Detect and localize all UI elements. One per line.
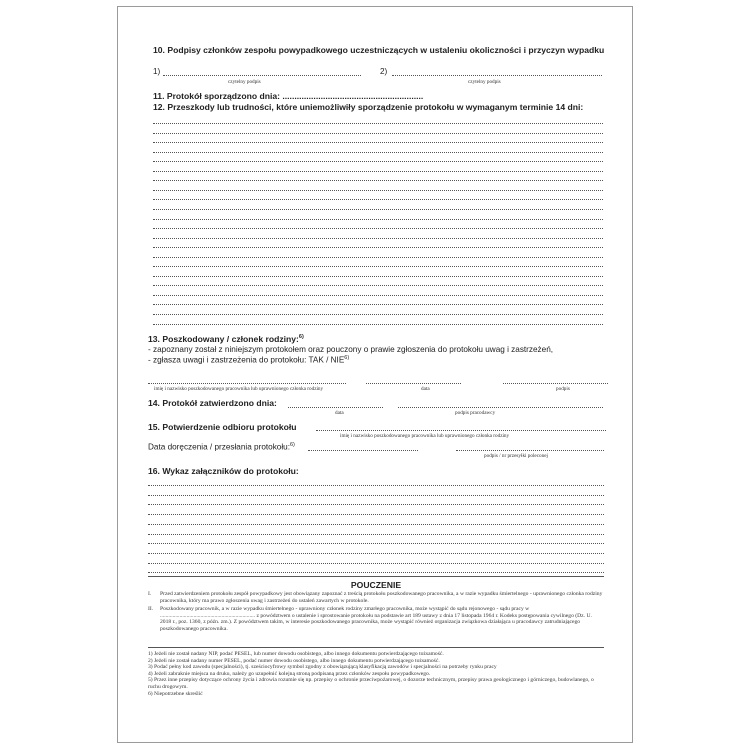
section-12-writing-line[interactable] (153, 180, 603, 181)
section-12-writing-line[interactable] (153, 142, 603, 143)
section-12-writing-line[interactable] (153, 247, 603, 248)
section-13-date-line[interactable] (366, 383, 461, 384)
form-page (117, 6, 633, 743)
section-16-writing-line[interactable] (148, 553, 604, 554)
footnotes-rule (148, 647, 604, 648)
section-15-sign-caption: podpis / nr przesyłki poleconej (484, 453, 548, 459)
footnote-4: 4) Jeżeli zabraknie miejsca na druku, należy go uzupełnić kolejną stroną podpisaną przez członków zespołu powypadkowego. (148, 670, 431, 677)
pouczenie-item-1 (148, 591, 604, 604)
section-12-writing-line[interactable] (153, 190, 603, 191)
section-12-writing-line[interactable] (153, 228, 603, 229)
section-13-line-1: - zapoznany został z niniejszym protokołem oraz pouczony o prawie zgłoszenia do protokołu uwag i zastrzeżeń, (148, 345, 554, 354)
section-14-date-caption: data (335, 410, 344, 416)
section-16-writing-line[interactable] (148, 495, 604, 496)
section-12-writing-line[interactable] (153, 266, 603, 267)
section-16-writing-line[interactable] (148, 543, 604, 544)
section-12-writing-line[interactable] (153, 133, 603, 134)
section-16-writing-line[interactable] (148, 485, 604, 486)
section-14-sign-caption: podpis pracodawcy (455, 410, 496, 416)
section-14-sign-line[interactable] (398, 407, 603, 408)
section-16-writing-line[interactable] (148, 524, 604, 525)
section-15-date-label: Data doręczenia / przesłania protokołu:$^{6)}$ (148, 442, 295, 452)
pouczenie-item-2-text: Poszkodowany pracownik, a w razie wypadku śmiertelnego - uprawniony członek rodziny zmarłego pracownika, może wystąpić do sądu rejonowego - sądu pracy w .................................................................... z powództwem o ustalenie i sprostowanie protokołu na podstawie art 189 ustawy z dnia 17 listopada 1964 r. Kodeks postępowania cywilnego (Dz. U. 2018 r., poz. 1360, z późn. zm.). Z powództwem takim, w interesie poszkodowanego pracownika, może wystąpić również organizacja związkowa działająca u pracodawcy zatrudniającego poszkodowanego pracownika. (160, 606, 592, 632)
signature-2-number: 2) (380, 67, 388, 76)
section-15-name-caption: imię i nazwisko poszkodowanego pracownika lub uprawnionego członka rodziny (340, 433, 510, 439)
section-12-writing-line[interactable] (153, 238, 603, 239)
section-12-writing-line[interactable] (153, 199, 603, 200)
footnote-2: 2) Jeżeli nie został nadany numer PESEL, podać numer dowodu osobistego, albo innego dokumentu potwierdzającego tożsamość. (148, 657, 440, 664)
pouczenie-title: POUCZENIE (350, 580, 402, 590)
section-12-writing-line[interactable] (153, 209, 603, 210)
section-16-writing-line[interactable] (148, 563, 604, 564)
section-15-title: 15. Potwierdzenie odbioru protokołu (148, 422, 297, 432)
section-16-writing-line[interactable] (148, 534, 604, 535)
pouczenie-item-1-number: I. (148, 591, 152, 597)
section-12-writing-line[interactable] (153, 161, 603, 162)
section-12-writing-line[interactable] (153, 324, 603, 325)
section-13-name-line[interactable] (148, 383, 346, 384)
signature-1-caption: czytelny podpis (228, 79, 261, 85)
footnote-1: 1) Jeżeli nie został nadany NIP, podać PESEL, lub numer dowodu osobistego, albo innego dokumentu potwierdzającego tożsamość. (148, 651, 444, 657)
footnote-5: 5) Przez inne przepisy dotyczące ochrony życia i zdrowia rozumie się np. przepisy o ochronie przeciwpożarowej, o dozorze technicznym, przepisy prawa geologicznego i górniczego, budowlanego, o ruchu drogowym. (148, 677, 594, 690)
section-13-sign-caption: podpis (556, 386, 570, 392)
section-15-name-line[interactable] (316, 430, 606, 431)
section-12-writing-line[interactable] (153, 304, 603, 305)
section-16-writing-line[interactable] (148, 572, 604, 573)
footnote-3: 3) Podać pełny kod zawodu (specjalności), tj. sześciocyfrowy symbol zgodny z obowiązującą klasyfikacją zawodów i specjalności na potrzeby rynku pracy (148, 664, 497, 671)
pouczenie-item-2-number: II. (148, 606, 154, 612)
section-13-title: 13. Poszkodowany / członek rodziny:$^{6)}$ (148, 334, 304, 344)
section-16-writing-line[interactable] (148, 504, 604, 505)
signature-2-caption: czytelny podpis (468, 79, 501, 85)
section-12-writing-line[interactable] (153, 314, 603, 315)
footnote-6: 6) Niepotrzebne skreślić (148, 690, 203, 697)
section-12-writing-line[interactable] (153, 285, 603, 286)
section-16-writing-line[interactable] (148, 514, 604, 515)
pouczenie-item-2 (148, 606, 604, 632)
signature-1-line[interactable] (163, 75, 361, 76)
section-16-title: 16. Wykaz załączników do protokołu: (148, 466, 299, 476)
section-12-writing-line[interactable] (153, 171, 603, 172)
signature-2-line[interactable] (392, 75, 602, 76)
footnotes (148, 651, 604, 697)
section-12-writing-line[interactable] (153, 219, 603, 220)
signature-1-number: 1) (153, 67, 161, 76)
section-15-date-line[interactable] (308, 450, 418, 451)
section-12-writing-line[interactable] (153, 257, 603, 258)
section-13-date-caption: data (421, 386, 430, 392)
section-13-sign-line[interactable] (503, 383, 608, 384)
section-12-writing-line[interactable] (153, 123, 603, 124)
section-12-writing-line[interactable] (153, 152, 603, 153)
section-15-sign-line[interactable] (456, 450, 604, 451)
section-11-title: 11. Protokół sporządzono dnia: ........................................................... (153, 91, 424, 101)
pouczenie-item-1-text: Przed zatwierdzeniem protokołu zespół powypadkowy jest obowiązany zapoznać z treścią protokołu poszkodowanego pracownika, a w razie wypadku śmiertelnego - uprawnionego członka rodziny pracownika, który ma prawo zgłoszenia uwag i zastrzeżeń do ustaleń zawartych w protokole. (160, 591, 603, 604)
section-13-name-caption: imię i nazwisko poszkodowanego pracownika lub uprawnionego członka rodziny (154, 386, 324, 392)
section-14-title: 14. Protokół zatwierdzono dnia: (148, 398, 277, 408)
pouczenie-top-rule (148, 576, 604, 577)
section-12-title: 12. Przeszkody lub trudności, które uniemożliwiły sporządzenie protokołu w wymaganym terminie 14 dni: (153, 102, 584, 112)
section-12-writing-line[interactable] (153, 276, 603, 277)
section-14-date-line[interactable] (288, 407, 383, 408)
section-12-writing-line[interactable] (153, 295, 603, 296)
section-10-title: 10. Podpisy członków zespołu powypadkowego uczestniczących w ustaleniu okoliczności i przyczyn wypadku (153, 45, 605, 55)
section-13-line-2: - zgłasza uwagi i zastrzeżenia do protokołu: TAK / NIE$^{6)}$ (148, 355, 350, 365)
